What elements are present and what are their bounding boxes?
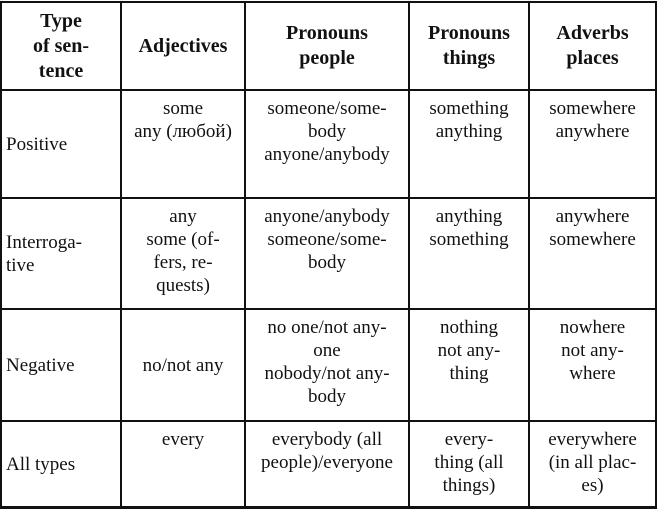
pronoun-adverb-table [0,1,657,509]
header-adverbs-places [529,2,656,90]
header-text: things [442,47,496,69]
cell-adjectives [121,309,245,421]
cell-text: anywhere [555,121,630,142]
cell-text: every [161,429,205,450]
cell-adverbs-places [529,309,656,421]
header-text: Adverbs [556,22,629,44]
row-label-text: Positive [6,133,68,155]
cell-pronouns-things [409,198,529,309]
cell-text: body [308,121,346,142]
row-label-text: Interroga- [6,231,82,253]
cell-pronouns-people [245,309,409,421]
cell-text: body [308,386,346,407]
cell-text: not any- [437,340,501,361]
cell-adjectives [121,90,245,198]
cell-text: nowhere [559,317,626,338]
row-label [1,309,121,421]
cell-text: things) [442,475,496,496]
cell-text: not any- [561,340,624,361]
table-row-negative [1,309,656,421]
cell-text: anything [435,206,503,227]
table-row-interrogative [1,198,656,309]
cell-text: anyone/anybody [264,206,390,227]
cell-text: something [429,229,509,250]
cell-text: thing (all [434,452,504,473]
header-row [1,2,656,90]
cell-text: body [308,252,346,273]
cell-text: thing [449,363,489,384]
cell-text: every- [444,429,494,450]
cell-pronouns-things [409,421,529,508]
cell-text: someone/some- [267,229,387,250]
cell-text: es) [581,475,604,496]
cell-text: nothing [439,317,499,338]
cell-adjectives [121,421,245,508]
table-header [1,2,656,90]
header-text: Pronouns [428,22,510,44]
header-pronouns-people [245,2,409,90]
row-label-text: Negative [6,354,75,376]
cell-text: fers, re- [153,252,213,273]
cell-pronouns-things [409,90,529,198]
cell-text: somewhere [549,229,636,250]
cell-text: someone/some- [267,98,387,119]
cell-adverbs-places [529,198,656,309]
cell-adverbs-places [529,421,656,508]
cell-text: any (любой) [134,121,232,142]
cell-text: (in all plac- [548,452,637,473]
cell-text: nobody/not any- [264,363,390,384]
header-text: people [299,47,355,69]
cell-text: anything [435,121,503,142]
cell-text: people)/everyone [261,452,393,473]
header-text: Adjectives [138,34,228,57]
cell-adverbs-places [529,90,656,198]
cell-text: some [162,98,204,119]
table-row-positive [1,90,656,198]
cell-text: no/not any [142,354,224,376]
cell-text: anyone/anybody [264,144,390,165]
cell-pronouns-people [245,421,409,508]
cell-text: some (of- [146,229,220,250]
row-label-text: tive [6,254,35,276]
cell-text: anywhere [555,206,630,227]
header-text: Pronouns [286,22,368,44]
table-row-all-types [1,421,656,508]
header-text: of sen- [32,34,90,57]
row-label [1,198,121,309]
header-type-of-sentence [1,2,121,90]
cell-text: everywhere [548,429,637,450]
header-text: Type [40,9,82,32]
cell-text: one [313,340,341,361]
cell-pronouns-people [245,90,409,198]
cell-text: something [429,98,509,119]
header-text: places [566,47,619,69]
cell-text: no one/not any- [267,317,387,338]
header-adjectives [121,2,245,90]
cell-adjectives [121,198,245,309]
table-body [1,90,656,508]
cell-text: quests) [156,275,210,296]
header-pronouns-things [409,2,529,90]
row-label [1,421,121,508]
cell-text: where [569,363,616,384]
row-label-text: All types [6,453,76,475]
cell-pronouns-people [245,198,409,309]
cell-text: any [169,206,197,227]
header-text: tence [38,59,84,82]
cell-text: somewhere [549,98,636,119]
cell-pronouns-things [409,309,529,421]
cell-text: everybody (all [271,429,383,450]
row-label [1,90,121,198]
